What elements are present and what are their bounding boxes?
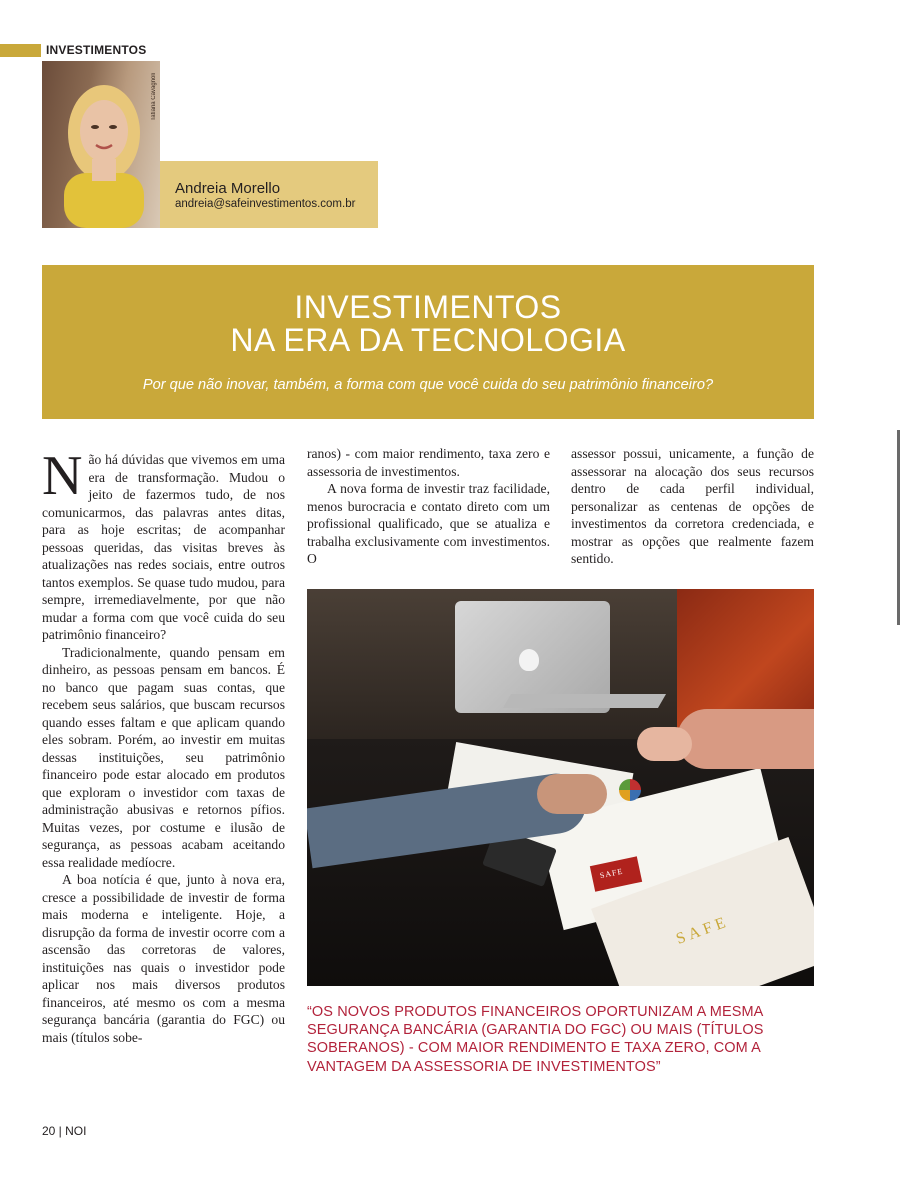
hand-with-pen [637,727,692,761]
page-folio: 20 | NOI [42,1124,87,1138]
article-photo [307,589,814,986]
paragraph-6: assessor possui, unicamente, a função de assessorar na alocação dos seus recursos dentro de cada perfil individual, personalizar as centenas de opções de investimentos da corretora credenciada, e mostrar as opções que realmente fazem sentido. [571,446,814,566]
article-title-line-2: NA ERA DA TECNOLOGIA [230,322,626,358]
section-label: INVESTIMENTOS [46,43,147,57]
pull-quote: “OS NOVOS PRODUTOS FINANCEIROS OPORTUNIZAM A MESMA SEGURANÇA BANCÁRIA (GARANTIA DO FGC) OU MAIS (TÍTULOS SOBERANOS) - COM MAIOR RENDIMENTO E TAXA ZERO, COM A VANTAGEM DA ASSESSORIA DE INVESTIMENTOS” [307,1004,764,1075]
author-portrait-illustration [42,61,160,228]
author-photo [42,61,160,228]
body-column-3 [571,445,814,568]
paragraph-2: Tradicionalmente, quando pensam em dinheiro, as pessoas pensam em bancos. É no banco que pagam suas contas, que recebem seus salários, que buscam recursos quando esses faltam e que aplicam quando eles sobram. Porém, ao investir em muitas dessas instituições, seu patrimônio financeiro pode estar alocado em produtos que exploram o investidor com taxas de administração abusivas e retornos pífios. Muitas vezes, por costume e ilusão de segurança, as pessoas acabam aceitando essa realidade medíocre. [42,644,285,870]
article-subtitle: Por que não inovar, também, a forma com que você cuida do seu patrimônio financeiro? [142,377,714,393]
arm-sleeve [677,709,814,769]
drop-cap: N [42,445,83,507]
paragraph-1: ão há dúvidas que vivemos em uma era de transformação. Mudou o jeito de fazermos tudo, de nos comunicarmos, das palavras antes ditas, para as hoje escritas; de acompanhar pessoas queridas, das visitas breves às atualizações nas redes sociais, entre outros tantos exemplos. Se quase tudo mudou, para sempre, irremediavelmente, por que não mudar a forma com que você cuida do seu patrimônio financeiro? [42,452,285,642]
body-column-2 [307,445,550,568]
title-band [42,265,814,419]
author-email[interactable]: andreia@safeinvestimentos.com.br [175,198,356,210]
author-box [160,161,378,228]
card-brand: SAFE [599,866,625,881]
apple-logo-icon [519,649,539,671]
author-name: Andreia Morello [175,180,281,197]
paragraph-3: A boa notícia é que, junto à nova era, cresce a possibilidade de investir de forma mais moderna e inteligente. Hoje, a disrupção da forma de investir ocorre com a ascensão das corretoras de valores, instituições nas quais o investidor pode aplicar nos mais diversos produtos financeiros, até mesmo os com a mesma segurança bancária (garantia do FGC) ou mais (títulos sobe- [42,872,285,1045]
photo-credit: Tatiana Cavagnoli [151,73,157,121]
article-title-line-1: INVESTIMENTOS [294,289,562,325]
paragraph-5: A nova forma de investir traz facilidade, menos burocracia e contato direto com um profissional qualificado, que se atualiza e trabalha exclusivamente com investimentos. O [307,481,550,566]
section-accent-bar [0,44,41,57]
laptop-base [503,694,666,708]
pie-chart-printout [619,779,641,801]
body-column-1 [42,445,285,1046]
paragraph-4: ranos) - com maior rendimento, taxa zero e assessoria de investimentos. [307,446,550,479]
hand [537,774,607,814]
folder-brand: SAFE [673,913,732,948]
